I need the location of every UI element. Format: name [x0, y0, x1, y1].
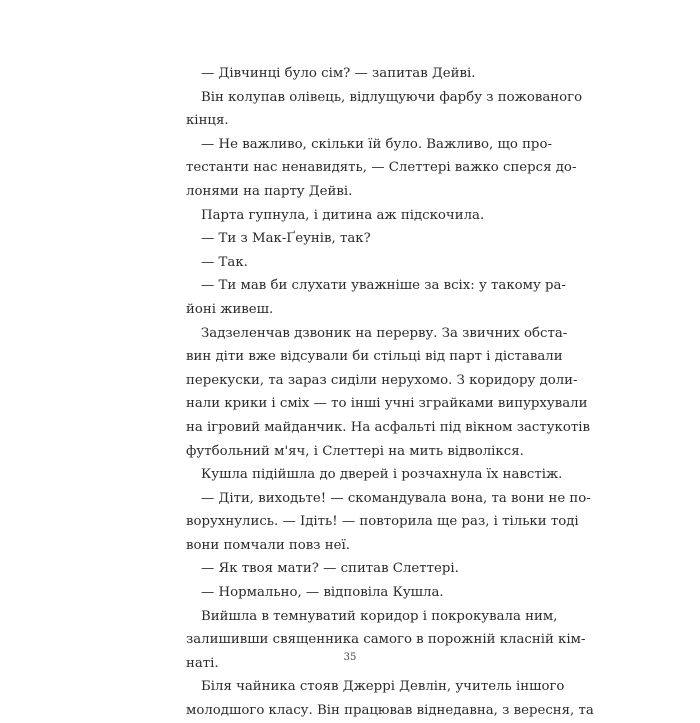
- text-line: наті.: [186, 655, 219, 671]
- text-line: Кушла підійшла до дверей і розчахнула їх навстіж.: [201, 467, 563, 483]
- text-line: — Діти, виходьте! — скомандувала вона, та вони не по-: [201, 490, 591, 506]
- text-line: ворухнулись. — Ідіть! — повторила ще раз, і тільки тоді: [186, 514, 579, 530]
- text-line: Задзеленчав дзвоник на перерву. За звичних обста-: [201, 325, 568, 341]
- text-line: — Так.: [201, 254, 248, 270]
- text-line: вони помчали повз неї.: [186, 537, 350, 553]
- text-line: йоні живеш.: [186, 301, 274, 317]
- text-line: Біля чайника стояв Джеррі Девлін, учитель іншого: [201, 679, 565, 695]
- text-line: — Як твоя мати? — спитав Слеттері.: [201, 561, 459, 577]
- text-line: нали крики і сміх — то інші учні зграйками випурхували: [186, 396, 588, 412]
- text-line: кінця.: [186, 113, 229, 129]
- text-line: — Не важливо, скільки їй було. Важливо, що про-: [201, 136, 552, 152]
- text-line: тестанти нас ненавидять, — Слеттері важко сперся до-: [186, 160, 577, 176]
- text-line: — Ти з Мак-Ґеунів, так?: [201, 231, 371, 247]
- text-line: Він колупав олівець, відлущуючи фарбу з пожованого: [201, 89, 583, 105]
- text-line: — Нормально, — відповіла Кушла.: [201, 585, 444, 601]
- text-line: лонями на парту Дейві.: [186, 183, 353, 199]
- text-line: — Дівчинці було сім? — запитав Дейві.: [201, 66, 476, 81]
- text-line: вин діти вже відсували би стільці від парт і діставали: [186, 349, 563, 365]
- text-line: — Ти мав би слухати уважніше за всіх: у такому ра-: [201, 278, 566, 294]
- text-line: на ігровий майданчик. На асфальті під вікном застукотів: [186, 419, 590, 435]
- text-line: молодшого класу. Він працював віднедавна, з вересня, та: [186, 703, 594, 719]
- text-line: Вийшла в темнуватий коридор і покрокувала ним,: [201, 608, 558, 624]
- text-line: Парта гупнула, і дитина аж підскочила.: [201, 207, 485, 223]
- text-line: перекуски, та зараз сиділи нерухомо. З коридору доли-: [186, 372, 578, 388]
- text-line: залишивши священника самого в порожній класній кім-: [186, 632, 586, 648]
- text-line: футбольний м'яч, і Слеттері на мить відволікся.: [186, 443, 524, 459]
- page-number: 35: [343, 652, 357, 663]
- body-text: [186, 62, 594, 723]
